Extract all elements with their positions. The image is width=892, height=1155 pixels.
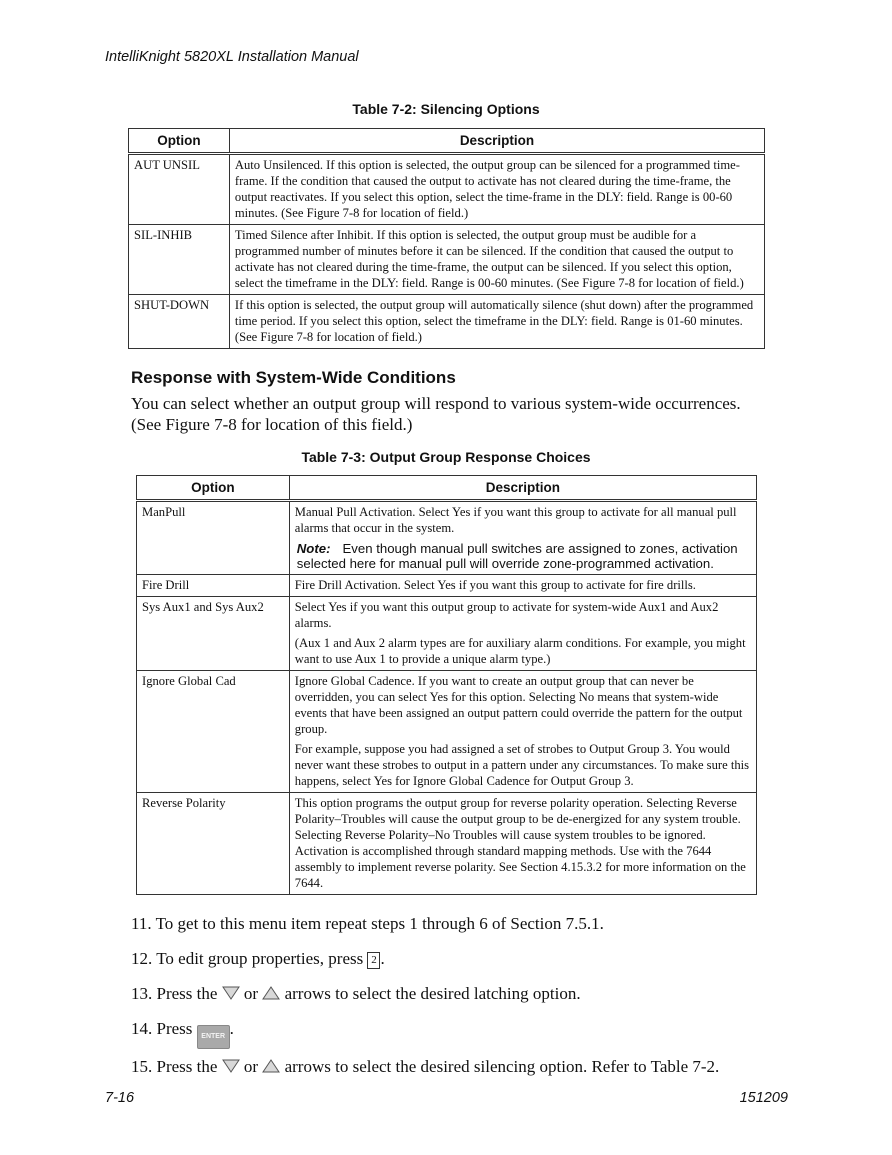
description-cell xyxy=(289,597,756,671)
option-cell: SIL-INHIB xyxy=(129,225,230,295)
step-number: 11. xyxy=(131,914,152,933)
description-text: This option programs the output group for reverse polarity operation. Selecting Reverse Polarity–Troubles will cause the output group to be de-energized for any system trouble. Selecting Reverse Polarity–No Troubles will cause system troubles to be ignored. Activation is accomplished through standard mapping methods. Use with the 7644 assembly to implement reverse polarity. See Section 4.15.3.2 for more information on the 7644. xyxy=(294,796,746,890)
option-cell: Ignore Global Cad xyxy=(137,671,290,793)
running-header: IntelliKnight 5820XL Installation Manual xyxy=(105,49,359,65)
table-row xyxy=(137,793,757,895)
step-15: 15. Press the or arrows to select the desired silencing option. Refer to Table 7-2. xyxy=(131,1057,720,1076)
description-text: (Aux 1 and Aux 2 alarm types are for auxiliary alarm conditions. For example, you might want to use Aux 1 to provide a unique alarm type.) xyxy=(294,636,746,666)
note-text: Even though manual pull switches are assigned to zones, activation selected here for manual pull will override zone-programmed activation. xyxy=(296,541,738,571)
table-header-row xyxy=(129,129,765,154)
table-7-2-caption: Table 7-2: Silencing Options xyxy=(352,101,540,117)
description-cell: If this option is selected, the output group will automatically silence (shut down) after the programmed time period. If you select this option, select the timeframe in the DLY: field. Range is 01-60 minutes. (See Figure 7-8 for location of field.) xyxy=(229,295,764,349)
step-number: 13. xyxy=(131,984,153,1003)
column-header-option: Option xyxy=(129,129,230,154)
step-13: 13. Press the or arrows to select the desired latching option. xyxy=(131,984,581,1003)
description-text: For example, suppose you had assigned a set of strobes to Output Group 3. You would never want these strobes to output in a pattern under any circumstances. To make sure this happens, select Yes for Ignore Global Cadence for Output Group 3. xyxy=(294,742,750,788)
table-row xyxy=(137,671,757,793)
step-text: arrows to select the desired silencing option. Refer to Table 7-2. xyxy=(284,1057,720,1076)
step-14: 14. Press ENTER . xyxy=(131,1018,811,1056)
description-text: Ignore Global Cadence. If you want to create an output group that can never be overridden, you can select Yes for this option. Selecting No means that system-wide events that have been assigned an output pattern could override the pattern for the output group. xyxy=(294,674,743,736)
description-text: Fire Drill Activation. Select Yes if you want this group to activate for fire drills. xyxy=(294,578,696,592)
option-cell: Reverse Polarity xyxy=(137,793,290,895)
step-number: 12. xyxy=(131,949,153,968)
output-group-response-table xyxy=(136,475,757,895)
enter-key-icon: ENTER xyxy=(197,1025,230,1049)
down-arrow-key-icon xyxy=(222,986,240,1000)
table-row xyxy=(129,225,765,295)
note-block xyxy=(295,541,751,571)
description-cell: Timed Silence after Inhibit. If this option is selected, the output group must be audible for a programmed number of minutes before it can be silenced. If the condition that caused the output to activate has not cleared during the time-frame, the output can be silenced. If you select this option, select the timeframe in the DLY: field. Range is 00-60 minutes. (See Figure 7-8 for location of field.) xyxy=(229,225,764,295)
table-row xyxy=(129,154,765,225)
step-text: To get to this menu item repeat steps 1 through 6 of Section 7.5.1. xyxy=(155,914,604,933)
column-header-description: Description xyxy=(229,129,764,154)
table-row xyxy=(137,597,757,671)
table-row xyxy=(137,501,757,575)
option-cell: Fire Drill xyxy=(137,575,290,597)
option-cell: ManPull xyxy=(137,501,290,575)
table-row xyxy=(137,575,757,597)
table-7-3-caption: Table 7-3: Output Group Response Choices xyxy=(301,449,591,465)
table-row xyxy=(129,295,765,349)
column-header-option: Option xyxy=(137,476,290,501)
step-number: 15. xyxy=(131,1057,153,1076)
description-cell xyxy=(289,501,756,575)
description-cell xyxy=(289,793,756,895)
down-arrow-key-icon xyxy=(222,1059,240,1073)
description-cell xyxy=(289,671,756,793)
description-text: Select Yes if you want this output group to activate for system-wide Aux1 and Aux2 alarms. xyxy=(294,600,719,630)
step-text: Press the xyxy=(156,984,218,1003)
step-number: 14. xyxy=(131,1019,153,1038)
up-arrow-key-icon xyxy=(262,1059,280,1073)
column-header-description: Description xyxy=(289,476,756,501)
silencing-options-table xyxy=(128,128,765,349)
description-text: Manual Pull Activation. Select Yes if you want this group to activate for all manual pull alarms that occur in the system. xyxy=(294,505,737,535)
table-header-row xyxy=(137,476,757,501)
option-cell: SHUT-DOWN xyxy=(129,295,230,349)
description-cell: Auto Unsilenced. If this option is selected, the output group can be silenced for a programmed time-frame. If the condition that caused the output to activate has not cleared during the time-frame, the output reactivates. If you select this option, select the time-frame in the DLY: field. Range is 00-60 minutes. (See Figure 7-8 for location of field.) xyxy=(229,154,764,225)
page-number: 7-16 xyxy=(105,1090,135,1106)
step-12: 12. To edit group properties, press 2 . xyxy=(131,949,385,968)
step-11 xyxy=(131,913,811,948)
option-cell: Sys Aux1 and Sys Aux2 xyxy=(137,597,290,671)
document-revision: 151209 xyxy=(739,1090,788,1106)
procedure-steps xyxy=(131,913,811,1091)
section-heading: Response with System-Wide Conditions xyxy=(131,368,456,387)
option-cell: AUT UNSIL xyxy=(129,154,230,225)
section-intro-paragraph: You can select whether an output group will respond to various system-wide occurrences. (See Figure 7-8 for location of this field.) xyxy=(131,394,741,434)
step-text: Press the xyxy=(156,1057,218,1076)
up-arrow-key-icon xyxy=(262,986,280,1000)
step-text: arrows to select the desired latching option. xyxy=(284,984,581,1003)
description-cell xyxy=(289,575,756,597)
step-text: To edit group properties, press xyxy=(156,949,364,968)
note-label: Note: xyxy=(296,541,331,556)
key-2-icon: 2 xyxy=(367,952,380,969)
step-text: Press xyxy=(156,1019,193,1038)
